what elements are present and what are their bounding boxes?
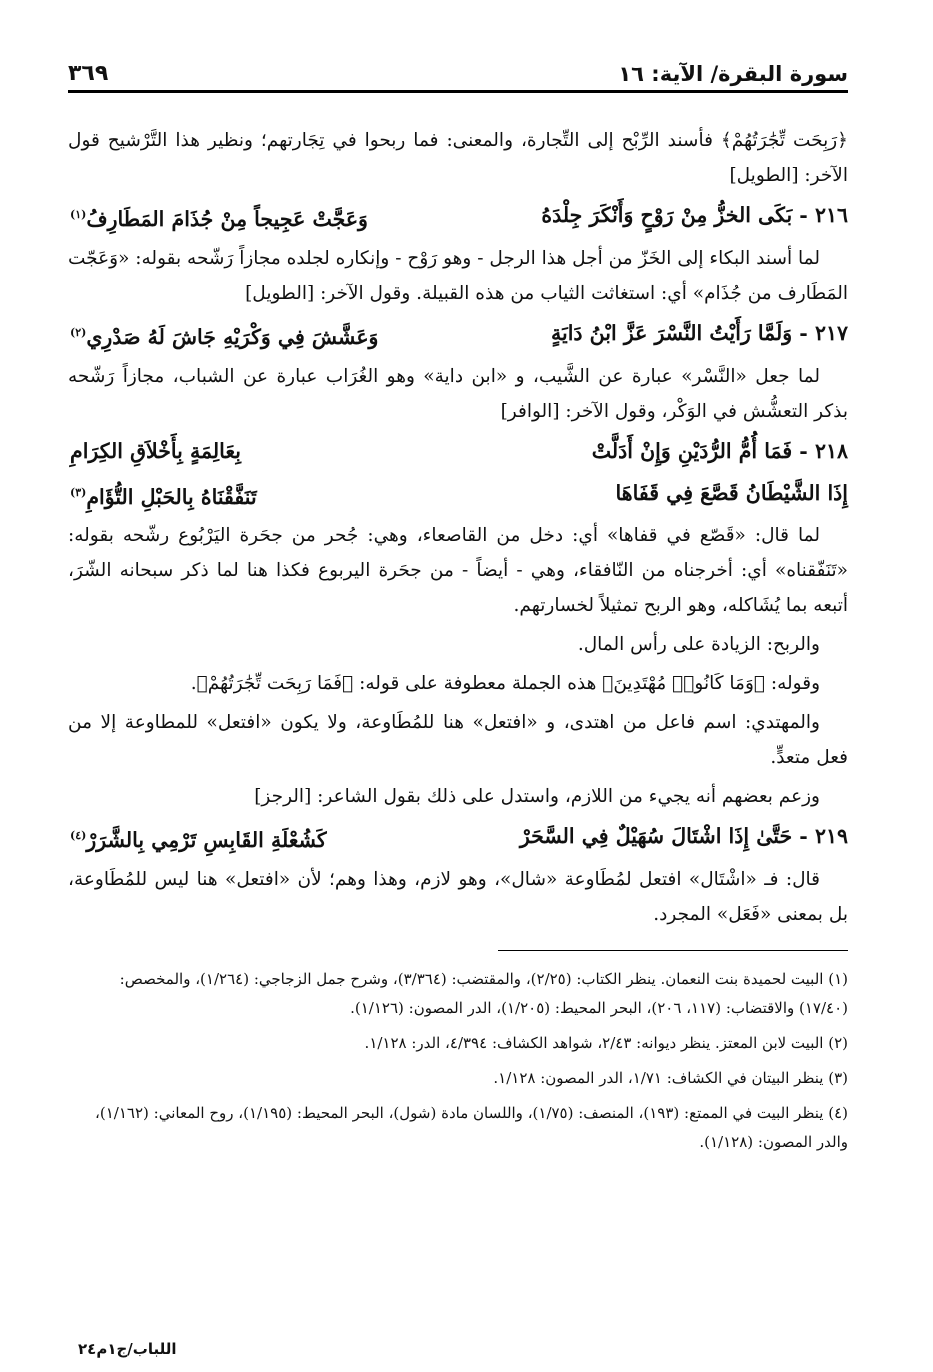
paragraph-3: لما جعل «النَّسْر» عبارة عن الشَّيب، و «ابن داية» وهو الغُرَاب عبارة عن الشباب، مجازاً رَشّحه بذكر التعشُّش في الوَكْر، وقول الآخر: [الوافر] [68,365,848,422]
verse-218a-first-hemistich: ٢١٨ - فَمَا أُمُّ الرُّدَيْنِ وَإِنْ أَدَلَّتْ [591,438,848,463]
paragraph-8: وزعم بعضهم أنه يجيء من اللازم، واستدل على ذلك بقول الشاعر: [الرجز] [254,786,820,808]
paragraph-4: لما قال: «قَصّع في قفاها» أي: دخل من القاصعاء، وهي: جُحر من جحَرة اليَرْبُوع رشّحه بقوله: «تَنَفّقناه» أي: أخرجناه من النّافقاء، وهي - أيضاً - من جحَرة اليربوع فكذا هنا لما ذكر سبحانه الشّرَ، أتبعه بما يُشَاكله، وهو الربح تمثيلاً لخسارتهم. [68,525,848,617]
page-number: ٣٦٩ [68,61,109,86]
footnote-2: (٢) البيت لابن المعتز. ينظر ديوانه: ٢/٤٣، شواهد الكشاف: ٤/٣٩٤، الدر: ١/١٢٨. [364,1034,848,1053]
verse-219 [68,816,848,860]
verse-218b-first-hemistich: إِذَا الشَّيْطَانُ قَصَّعَ فِي قَفَاهَا [615,480,848,505]
verse-217-second-hemistich [68,313,378,357]
footnote-1: (١) البيت لحميدة بنت النعمان. ينظر الكتاب: (٢/٢٥)، والمقتضب: (٣/٣٦٤)، وشرح جمل الزجاجي: (١/٢٦٤)، والمخصص: (١٧/٤٠) والاقتضاب: (١١٧، ٢٠٦)، البحر المحيط: (١/٢٠٥)، الدر المصون: (١/١٢٦). [119,970,848,1018]
verse-216-second-hemistich [68,195,368,239]
footnote-ref-4: (٤) [70,829,87,843]
main-text [68,123,848,932]
verse-218-line-2 [68,473,848,517]
footnote-separator [498,950,848,951]
signature-mark: اللباب/ج١م٢٤ [78,1340,177,1358]
verse-217-second-hemistich-text: وَعَشَّشَ فِي وَكْرَيْهِ جَاشَ لَهُ صَدْرِي [86,324,379,349]
verse-218a-second-hemistich: بِعَالِمَةٍ بِأَخْلاَقِ الكِرَامِ [70,438,241,463]
verse-216 [68,195,848,239]
verse-218b-second-hemistich-text: تَنَفَّقْنَاهُ بِالحَبْلِ التُّؤَامِ [86,484,257,509]
verse-218-line-1 [68,431,848,471]
footnote-ref-1: (١) [70,208,87,221]
verse-219-second-hemistich [68,816,327,860]
verse-217-first-hemistich: ٢١٧ - وَلَمَّا رَأَيْتُ النَّسْرَ عَزَّ ابْنُ دَايَةٍ [551,320,848,345]
verse-216-second-hemistich-text: وَعَجَّتْ عَجِيجاً مِنْ جُذَامَ المَطَارِفُ [86,206,368,231]
verse-216-first-hemistich: ٢١٦ - بَكَى الخزُّ مِنْ رَوْحٍ وَأَنْكَرَ جِلْدَهُ [541,203,848,227]
paragraph-7: والمهتدي: اسم فاعل من اهتدى، و «افتعل» هنا للمُطَاوعة، ولا يكون «افتعل» للمطاوعة إلا من فعل متعدٍّ. [68,712,848,769]
paragraph-6: وقوله: ﴿وَمَا كَانُوا۟ مُهْتَدِينَ﴾ هذه الجملة معطوفة على قوله: ﴿فَمَا رَبِحَت تِّجَٰرَتُهُمْ﴾. [190,673,820,695]
paragraph-9: قال: فـ «اشْتَال» افتعل لمُطَاوعة «شال»، وهو لازم، وهذا وهم؛ لأن «افتعل» هنا ليس للمُطَاوعة، بل بمعنى «فَعَل» المجرد. [68,869,848,926]
footnote-ref-3: (٣) [70,485,87,499]
verse-217 [68,313,848,357]
header-title: سورة البقرة/ الآية: ١٦ [618,62,848,86]
paragraph-2: لما أسند البكاء إلى الخَزّ من أجل هذا الرجل - وهو رَوْح - وإنكاره لجلده مجازاً رَشّحه بقوله: «وَعَجّت المَطَارف من جُذَام» أي: استغاثت الثياب من هذه القبيلة. وقول الآخر: [الطويل] [68,247,848,304]
footnote-ref-2: (٢) [70,325,87,339]
paragraph-5: والربح: الزيادة على رأس المال. [577,634,820,656]
footnotes [68,965,848,1157]
footnote-3: (٣) ينظر البيتان في الكشاف: ١/٧١، الدر المصون: ١/١٢٨. [493,1069,848,1088]
running-header [68,52,848,93]
footnote-4: (٤) ينظر البيت في الممتع: (١٩٣)، المنصف: (١/٧٥)، واللسان مادة (شول)، البحر المحيط: (١/١٩٥)، روح المعاني: (١/١٦٢)، والدر المصون: (١/١٢٨). [95,1104,848,1152]
paragraph-1: ﴿رَبِحَت تِّجَٰرَتُهُمْ﴾ فأسند الرِّبْح إلى التِّجارة، والمعنى: فما ربحوا في تِجَارتهم؛ ونظير هذا التَّرْشيح قول الآخر: [الطويل] [68,130,848,186]
verse-218b-second-hemistich [68,473,257,517]
document-page [68,52,848,1163]
verse-219-first-hemistich: ٢١٩ - حَتَّىٰ إِذَا اشْتَالَ سُهَيْلٌ فِي السَّحَرْ [519,824,848,849]
verse-219-second-hemistich-text: كَشُعْلَةِ القَابِسِ تَرْمِي بِالشَّرَرْ [86,828,327,853]
